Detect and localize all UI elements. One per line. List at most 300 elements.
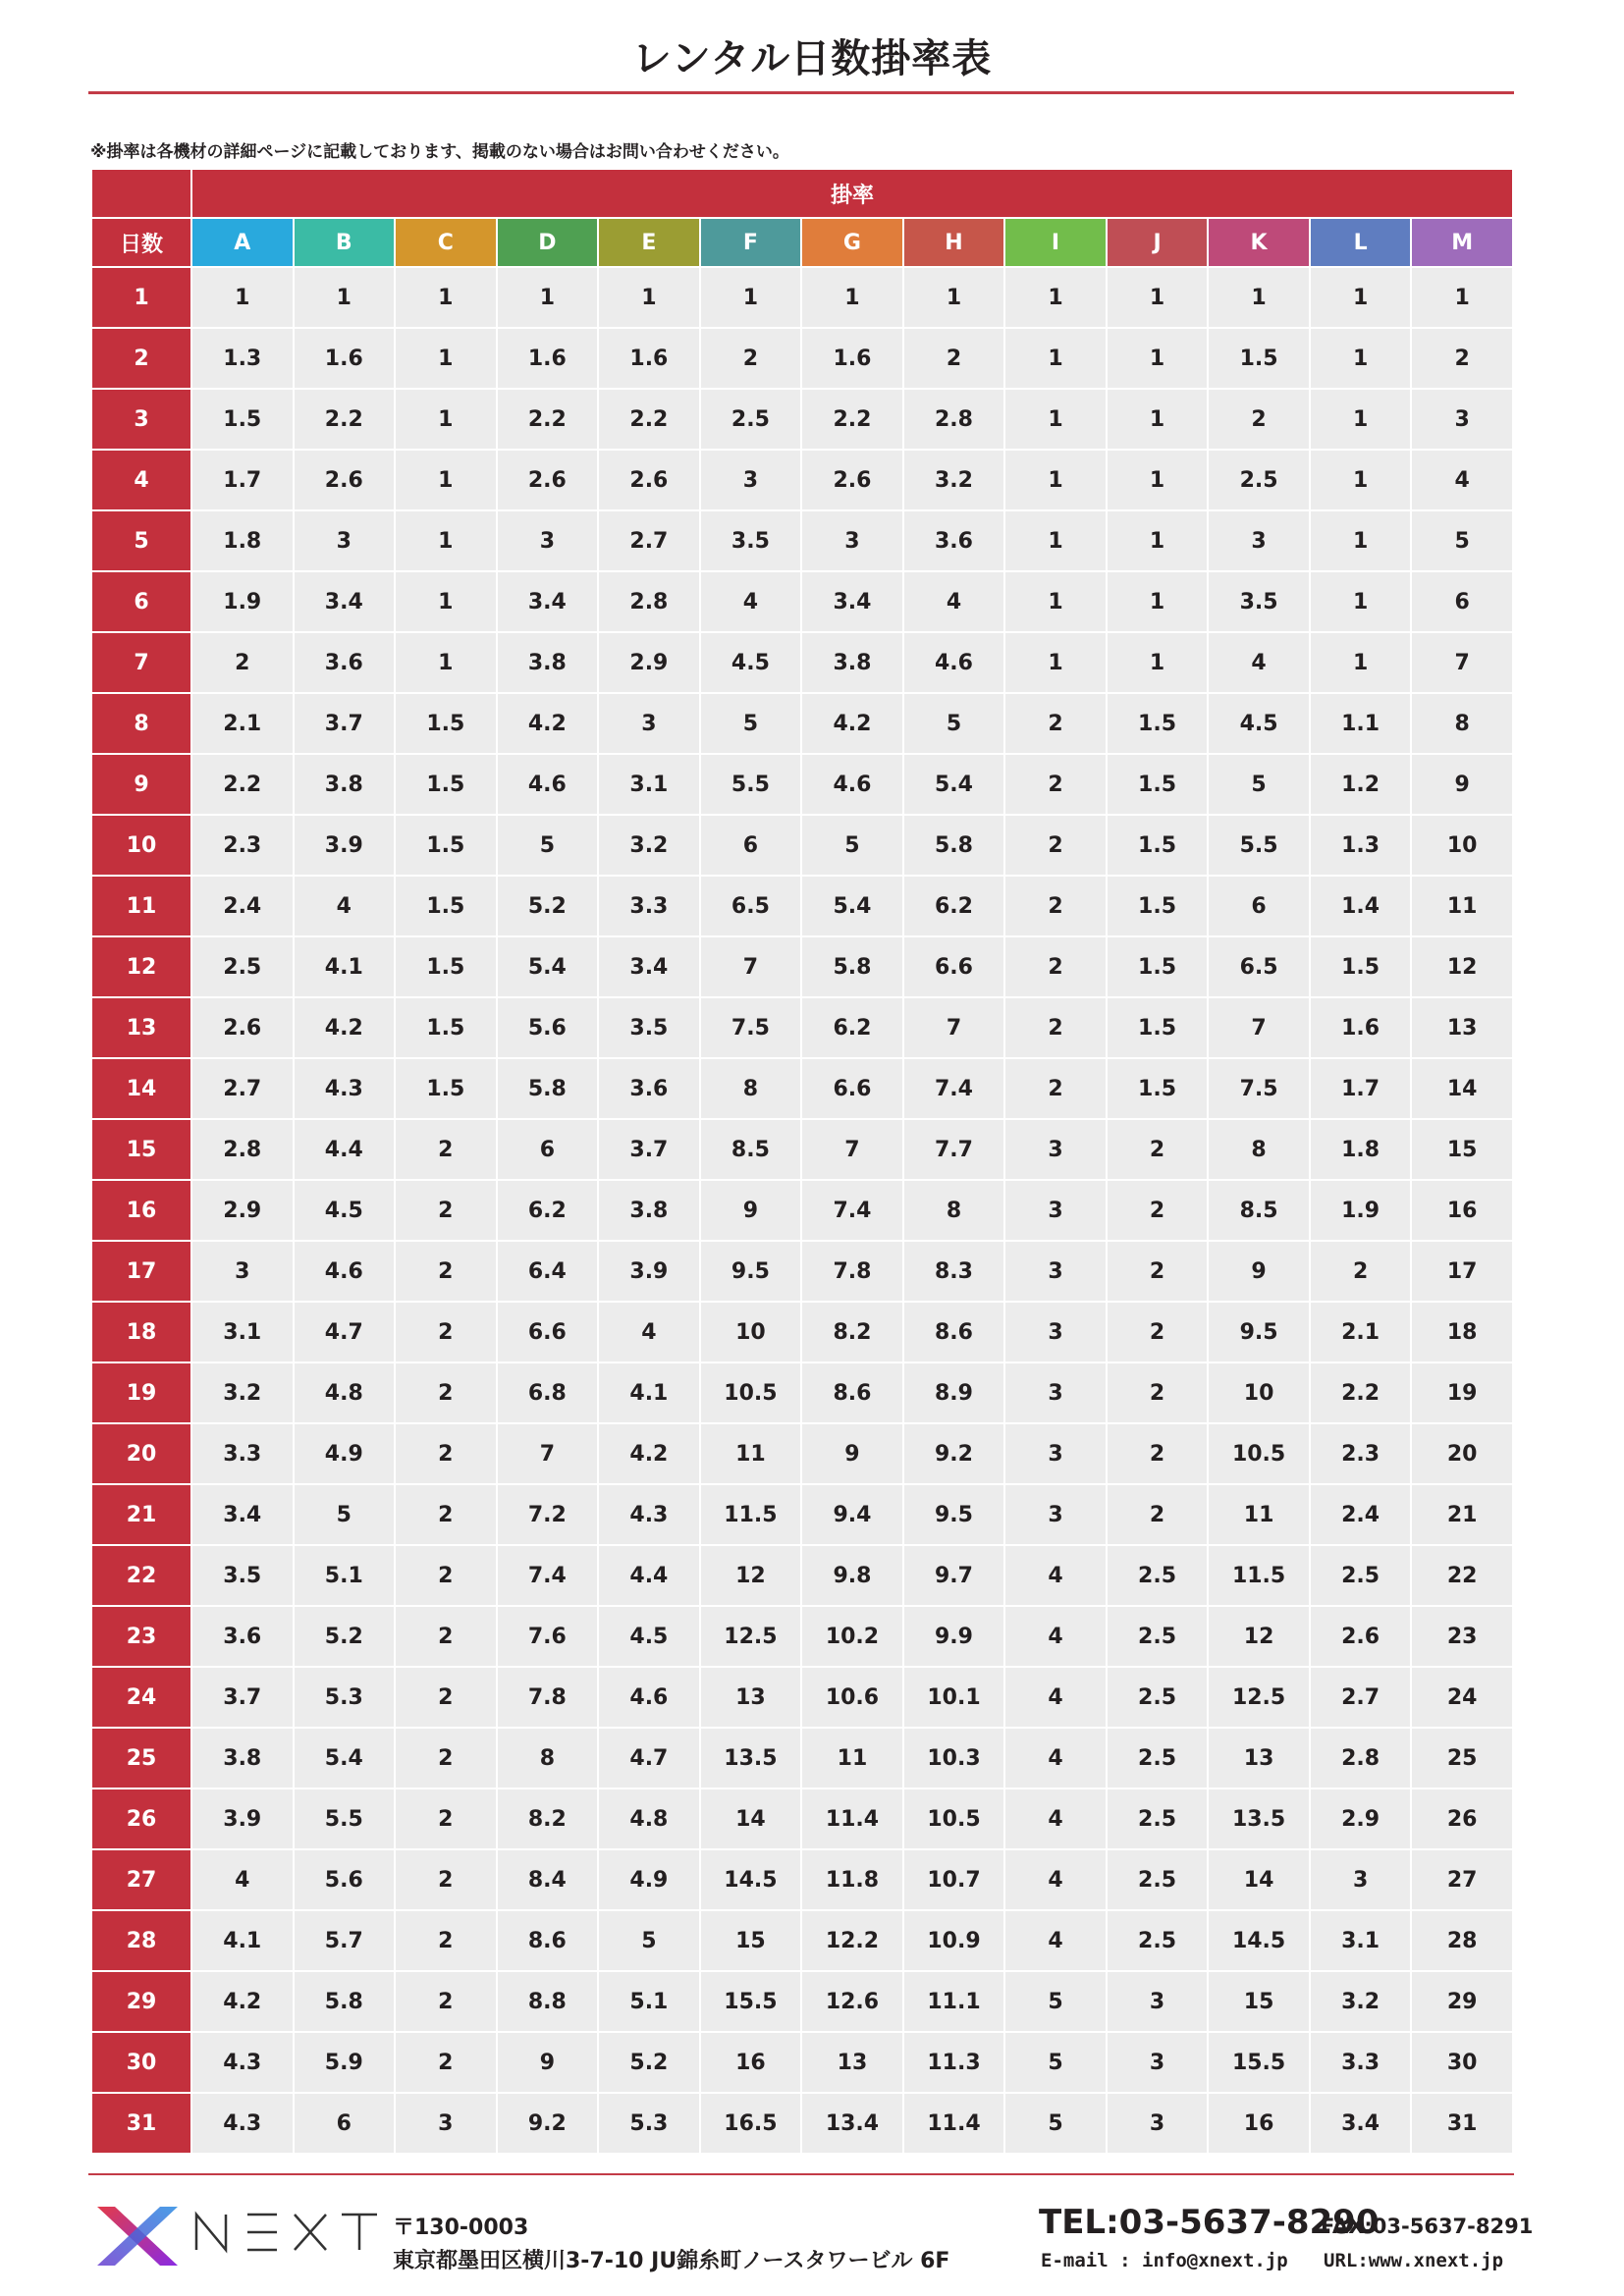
rate-cell: 4 bbox=[1005, 1789, 1106, 1848]
rate-cell: 6 bbox=[498, 1120, 598, 1179]
day-cell: 29 bbox=[92, 1972, 190, 2031]
rate-cell: 3.4 bbox=[599, 937, 699, 996]
rate-cell: 1 bbox=[802, 268, 902, 327]
table-row bbox=[92, 390, 1512, 449]
rate-cell: 6.6 bbox=[802, 1059, 902, 1118]
column-header-a: A bbox=[192, 219, 293, 266]
rate-cell: 5 bbox=[498, 816, 598, 875]
rate-cell: 8.2 bbox=[802, 1303, 902, 1362]
rate-cell: 3.8 bbox=[599, 1181, 699, 1240]
rate-cell: 4.3 bbox=[192, 2033, 293, 2092]
rate-cell: 3 bbox=[1108, 2033, 1208, 2092]
rate-cell: 5.4 bbox=[904, 755, 1004, 814]
rate-cell: 6.4 bbox=[498, 1242, 598, 1301]
rate-cell: 5.5 bbox=[295, 1789, 395, 1848]
rate-cell: 2 bbox=[396, 1850, 496, 1909]
rate-cell: 3.9 bbox=[599, 1242, 699, 1301]
rate-cell: 4.6 bbox=[904, 633, 1004, 692]
page-title: レンタル日数掛率表 bbox=[631, 36, 993, 81]
rate-cell: 1.6 bbox=[802, 329, 902, 388]
rate-cell: 6 bbox=[701, 816, 801, 875]
rate-cell: 13 bbox=[1209, 1729, 1309, 1788]
table-row bbox=[92, 1242, 1512, 1301]
rate-cell: 8.4 bbox=[498, 1850, 598, 1909]
rate-cell: 2.2 bbox=[1311, 1363, 1411, 1422]
rate-cell: 2.8 bbox=[904, 390, 1004, 449]
rate-cell: 2.2 bbox=[599, 390, 699, 449]
rate-cell: 3.5 bbox=[192, 1546, 293, 1605]
rate-cell: 4.6 bbox=[599, 1668, 699, 1727]
table-row bbox=[92, 2094, 1512, 2153]
rate-cell: 1 bbox=[599, 268, 699, 327]
rate-cell: 2.4 bbox=[192, 877, 293, 935]
column-header-k: K bbox=[1209, 219, 1309, 266]
rate-cell: 3.6 bbox=[599, 1059, 699, 1118]
rate-cell: 13 bbox=[1412, 998, 1512, 1057]
rate-cell: 2.9 bbox=[599, 633, 699, 692]
rate-cell: 8.6 bbox=[802, 1363, 902, 1422]
rate-cell: 1 bbox=[1311, 451, 1411, 509]
rate-cell: 1.7 bbox=[1311, 1059, 1411, 1118]
table-row bbox=[92, 998, 1512, 1057]
rate-cell: 5.7 bbox=[295, 1911, 395, 1970]
day-cell: 3 bbox=[92, 390, 190, 449]
table-row bbox=[92, 937, 1512, 996]
rate-cell: 2 bbox=[1311, 1242, 1411, 1301]
rate-cell: 19 bbox=[1412, 1363, 1512, 1422]
rate-cell: 13 bbox=[701, 1668, 801, 1727]
rate-cell: 1.5 bbox=[1108, 755, 1208, 814]
rate-cell: 9.5 bbox=[904, 1485, 1004, 1544]
rate-cell: 1 bbox=[192, 268, 293, 327]
rate-cell: 1.5 bbox=[396, 998, 496, 1057]
column-header-f: F bbox=[701, 219, 801, 266]
rate-cell: 2 bbox=[396, 1181, 496, 1240]
rate-cell: 6.5 bbox=[701, 877, 801, 935]
rate-cell: 3.4 bbox=[802, 572, 902, 631]
rate-cell: 2 bbox=[1108, 1363, 1208, 1422]
rate-group-header: 掛率 bbox=[192, 170, 1512, 217]
table-row bbox=[92, 1729, 1512, 1788]
rate-cell: 2.6 bbox=[192, 998, 293, 1057]
rate-cell: 1.5 bbox=[1108, 877, 1208, 935]
rate-cell: 1.3 bbox=[192, 329, 293, 388]
rate-cell: 2 bbox=[904, 329, 1004, 388]
rate-cell: 6 bbox=[295, 2094, 395, 2153]
rate-cell: 1.5 bbox=[396, 755, 496, 814]
rate-cell: 10.2 bbox=[802, 1607, 902, 1666]
rate-cell: 15 bbox=[1209, 1972, 1309, 2031]
rate-cell: 6.8 bbox=[498, 1363, 598, 1422]
rate-cell: 1 bbox=[1311, 572, 1411, 631]
rate-cell: 17 bbox=[1412, 1242, 1512, 1301]
xnext-logo-icon bbox=[93, 2205, 182, 2268]
rate-cell: 2.5 bbox=[701, 390, 801, 449]
rate-cell: 5 bbox=[1005, 2033, 1106, 2092]
rate-cell: 4 bbox=[1005, 1607, 1106, 1666]
rate-cell: 2.9 bbox=[192, 1181, 293, 1240]
rate-cell: 2.8 bbox=[192, 1120, 293, 1179]
rate-cell: 5.3 bbox=[599, 2094, 699, 2153]
rate-cell: 10 bbox=[1209, 1363, 1309, 1422]
rate-cell: 4.2 bbox=[295, 998, 395, 1057]
rate-cell: 2.5 bbox=[192, 937, 293, 996]
phone-number[interactable]: TEL:03-5637-8290 bbox=[1039, 2203, 1380, 2242]
day-cell: 14 bbox=[92, 1059, 190, 1118]
company-address: 東京都墨田区横川3-7-10 JU錦糸町ノースタワービル 6F bbox=[393, 2249, 950, 2273]
email-address[interactable]: info@xnext.jp bbox=[1142, 2250, 1288, 2271]
table-row bbox=[92, 511, 1512, 570]
rate-cell: 5.3 bbox=[295, 1668, 395, 1727]
rate-cell: 8 bbox=[701, 1059, 801, 1118]
rate-cell: 1 bbox=[1005, 268, 1106, 327]
rate-cell: 7 bbox=[1412, 633, 1512, 692]
column-header-g: G bbox=[802, 219, 902, 266]
rate-cell: 1.5 bbox=[1108, 998, 1208, 1057]
rate-cell: 4.9 bbox=[599, 1850, 699, 1909]
rate-cell: 4.3 bbox=[599, 1485, 699, 1544]
rate-cell: 11 bbox=[1209, 1485, 1309, 1544]
rate-cell: 27 bbox=[1412, 1850, 1512, 1909]
table-row bbox=[92, 1181, 1512, 1240]
rate-cell: 5.8 bbox=[802, 937, 902, 996]
rate-cell: 20 bbox=[1412, 1424, 1512, 1483]
rate-cell: 2.2 bbox=[802, 390, 902, 449]
rate-cell: 1 bbox=[396, 572, 496, 631]
rate-cell: 2.3 bbox=[192, 816, 293, 875]
email-line bbox=[1041, 2250, 1288, 2271]
rate-cell: 1.7 bbox=[192, 451, 293, 509]
rate-cell: 4.5 bbox=[1209, 694, 1309, 753]
rate-cell: 11.3 bbox=[904, 2033, 1004, 2092]
rate-cell: 1.8 bbox=[1311, 1120, 1411, 1179]
rate-cell: 2 bbox=[1005, 1059, 1106, 1118]
rate-cell: 1 bbox=[701, 268, 801, 327]
website-url[interactable]: URL:www.xnext.jp bbox=[1324, 2250, 1504, 2271]
rate-cell: 1 bbox=[1412, 268, 1512, 327]
rate-cell: 14.5 bbox=[701, 1850, 801, 1909]
rate-cell: 4 bbox=[1412, 451, 1512, 509]
rate-cell: 1 bbox=[1108, 572, 1208, 631]
rate-cell: 1.5 bbox=[396, 694, 496, 753]
rate-cell: 9 bbox=[1209, 1242, 1309, 1301]
rate-cell: 3.5 bbox=[1209, 572, 1309, 631]
rate-cell: 7.2 bbox=[498, 1485, 598, 1544]
rate-cell: 22 bbox=[1412, 1546, 1512, 1605]
table-row bbox=[92, 1363, 1512, 1422]
rate-cell: 1 bbox=[1108, 633, 1208, 692]
rate-cell: 5 bbox=[599, 1911, 699, 1970]
rate-cell: 1 bbox=[396, 451, 496, 509]
day-cell: 18 bbox=[92, 1303, 190, 1362]
rate-cell: 2.6 bbox=[295, 451, 395, 509]
column-header-h: H bbox=[904, 219, 1004, 266]
day-cell: 10 bbox=[92, 816, 190, 875]
rate-cell: 1 bbox=[1311, 329, 1411, 388]
rate-cell: 4.9 bbox=[295, 1424, 395, 1483]
rate-cell: 1 bbox=[1108, 511, 1208, 570]
rate-cell: 6.6 bbox=[498, 1303, 598, 1362]
rate-cell: 1 bbox=[1005, 329, 1106, 388]
column-header-i: I bbox=[1005, 219, 1106, 266]
rate-cell: 5.5 bbox=[701, 755, 801, 814]
rate-cell: 1.4 bbox=[1311, 877, 1411, 935]
rate-cell: 12.2 bbox=[802, 1911, 902, 1970]
rate-cell: 9.2 bbox=[498, 2094, 598, 2153]
rate-cell: 3 bbox=[1412, 390, 1512, 449]
rate-cell: 3.7 bbox=[599, 1120, 699, 1179]
rate-cell: 1.6 bbox=[599, 329, 699, 388]
rate-cell: 1.2 bbox=[1311, 755, 1411, 814]
rate-cell: 26 bbox=[1412, 1789, 1512, 1848]
rate-cell: 5.1 bbox=[295, 1546, 395, 1605]
rate-cell: 2.5 bbox=[1108, 1789, 1208, 1848]
rate-cell: 4.8 bbox=[295, 1363, 395, 1422]
rate-cell: 3.6 bbox=[904, 511, 1004, 570]
rate-cell: 2 bbox=[396, 1789, 496, 1848]
rate-cell: 16.5 bbox=[701, 2094, 801, 2153]
rate-cell: 1 bbox=[1005, 633, 1106, 692]
rate-cell: 5.1 bbox=[599, 1972, 699, 2031]
rate-cell: 4.5 bbox=[599, 1607, 699, 1666]
rate-cell: 1.1 bbox=[1311, 694, 1411, 753]
rate-cell: 2.2 bbox=[295, 390, 395, 449]
rate-cell: 2.7 bbox=[599, 511, 699, 570]
rate-cell: 1 bbox=[1108, 451, 1208, 509]
rate-cell: 1 bbox=[1311, 268, 1411, 327]
rate-cell: 11.5 bbox=[701, 1485, 801, 1544]
rate-cell: 8 bbox=[1412, 694, 1512, 753]
rate-cell: 9 bbox=[498, 2033, 598, 2092]
rate-cell: 4 bbox=[1005, 1911, 1106, 1970]
rate-cell: 3.8 bbox=[192, 1729, 293, 1788]
rate-table bbox=[90, 168, 1514, 2155]
table-row bbox=[92, 816, 1512, 875]
rate-cell: 1 bbox=[396, 511, 496, 570]
rate-cell: 15 bbox=[1412, 1120, 1512, 1179]
rate-cell: 1 bbox=[1005, 390, 1106, 449]
rate-cell: 2 bbox=[1209, 390, 1309, 449]
rate-cell: 15.5 bbox=[701, 1972, 801, 2031]
table-row bbox=[92, 1546, 1512, 1605]
rate-cell: 5 bbox=[904, 694, 1004, 753]
table-row bbox=[92, 755, 1512, 814]
fax-number: FAX:03-5637-8291 bbox=[1321, 2215, 1534, 2238]
rate-cell: 2.1 bbox=[192, 694, 293, 753]
rate-cell: 1.8 bbox=[192, 511, 293, 570]
rate-cell: 4.3 bbox=[295, 1059, 395, 1118]
rate-cell: 2.2 bbox=[498, 390, 598, 449]
table-row bbox=[92, 1059, 1512, 1118]
rate-cell: 15.5 bbox=[1209, 2033, 1309, 2092]
rate-cell: 2 bbox=[701, 329, 801, 388]
rate-cell: 5.4 bbox=[498, 937, 598, 996]
table-row bbox=[92, 1911, 1512, 1970]
rate-cell: 2.6 bbox=[802, 451, 902, 509]
rate-cell: 10.7 bbox=[904, 1850, 1004, 1909]
rate-cell: 4.5 bbox=[701, 633, 801, 692]
day-cell: 31 bbox=[92, 2094, 190, 2153]
day-cell: 26 bbox=[92, 1789, 190, 1848]
rate-cell: 10.5 bbox=[701, 1363, 801, 1422]
day-cell: 25 bbox=[92, 1729, 190, 1788]
rate-cell: 3.7 bbox=[192, 1668, 293, 1727]
rate-cell: 1.5 bbox=[1108, 816, 1208, 875]
rate-cell: 5.5 bbox=[1209, 816, 1309, 875]
day-cell: 7 bbox=[92, 633, 190, 692]
day-cell: 8 bbox=[92, 694, 190, 753]
rate-cell: 3 bbox=[498, 511, 598, 570]
rate-cell: 3.1 bbox=[1311, 1911, 1411, 1970]
rate-cell: 8.6 bbox=[904, 1303, 1004, 1362]
title-divider bbox=[88, 91, 1514, 94]
rate-cell: 4.1 bbox=[295, 937, 395, 996]
rate-cell: 6.6 bbox=[904, 937, 1004, 996]
rate-cell: 3.6 bbox=[295, 633, 395, 692]
rate-cell: 7.7 bbox=[904, 1120, 1004, 1179]
rate-cell: 3 bbox=[802, 511, 902, 570]
rate-cell: 8.8 bbox=[498, 1972, 598, 2031]
column-header-j: J bbox=[1108, 219, 1208, 266]
table-row bbox=[92, 572, 1512, 631]
rate-cell: 8.5 bbox=[1209, 1181, 1309, 1240]
rate-cell: 11.4 bbox=[802, 1789, 902, 1848]
rate-cell: 12 bbox=[1209, 1607, 1309, 1666]
day-cell: 5 bbox=[92, 511, 190, 570]
rate-cell: 1.6 bbox=[498, 329, 598, 388]
table-row bbox=[92, 1424, 1512, 1483]
rate-note: ※掛率は各機材の詳細ページに記載しております、掲載のない場合はお問い合わせください。 bbox=[90, 142, 789, 162]
rate-cell: 4.1 bbox=[599, 1363, 699, 1422]
rate-cell: 4.5 bbox=[295, 1181, 395, 1240]
postal-code: 〒130-0003 bbox=[393, 2216, 529, 2240]
rate-cell: 10.5 bbox=[904, 1789, 1004, 1848]
rate-cell: 2 bbox=[396, 1303, 496, 1362]
rate-cell: 11 bbox=[701, 1424, 801, 1483]
next-wordmark-icon bbox=[192, 2211, 379, 2254]
rate-cell: 2 bbox=[1005, 816, 1106, 875]
rate-cell: 4.2 bbox=[192, 1972, 293, 2031]
rate-cell: 13.5 bbox=[1209, 1789, 1309, 1848]
rate-cell: 2 bbox=[1005, 877, 1106, 935]
rate-cell: 10.3 bbox=[904, 1729, 1004, 1788]
rate-cell: 2.5 bbox=[1108, 1729, 1208, 1788]
rate-cell: 6 bbox=[1412, 572, 1512, 631]
day-cell: 6 bbox=[92, 572, 190, 631]
rate-cell: 8 bbox=[904, 1181, 1004, 1240]
rate-cell: 3.7 bbox=[295, 694, 395, 753]
rate-cell: 1.5 bbox=[1209, 329, 1309, 388]
rate-cell: 1.6 bbox=[295, 329, 395, 388]
table-row bbox=[92, 1607, 1512, 1666]
rate-cell: 2 bbox=[1412, 329, 1512, 388]
day-cell: 1 bbox=[92, 268, 190, 327]
rate-cell: 2 bbox=[1005, 937, 1106, 996]
rate-cell: 13.5 bbox=[701, 1729, 801, 1788]
rate-cell: 4 bbox=[192, 1850, 293, 1909]
rate-cell: 3 bbox=[1005, 1485, 1106, 1544]
rate-cell: 11 bbox=[802, 1729, 902, 1788]
rate-cell: 2.7 bbox=[192, 1059, 293, 1118]
table-row bbox=[92, 1303, 1512, 1362]
rate-cell: 2.5 bbox=[1311, 1546, 1411, 1605]
rate-cell: 2.3 bbox=[1311, 1424, 1411, 1483]
rate-cell: 3 bbox=[1209, 511, 1309, 570]
rate-cell: 7 bbox=[904, 998, 1004, 1057]
rate-cell: 4.4 bbox=[599, 1546, 699, 1605]
rate-cell: 1 bbox=[1311, 390, 1411, 449]
rate-cell: 7.5 bbox=[701, 998, 801, 1057]
rate-cell: 1.5 bbox=[192, 390, 293, 449]
rate-cell: 4 bbox=[904, 572, 1004, 631]
rate-cell: 2.8 bbox=[1311, 1729, 1411, 1788]
rate-cell: 1 bbox=[396, 633, 496, 692]
rate-cell: 4.6 bbox=[498, 755, 598, 814]
rate-cell: 3.4 bbox=[1311, 2094, 1411, 2153]
rate-cell: 2 bbox=[1108, 1303, 1208, 1362]
rate-cell: 3.3 bbox=[599, 877, 699, 935]
rate-cell: 5 bbox=[701, 694, 801, 753]
rate-cell: 2.9 bbox=[1311, 1789, 1411, 1848]
rate-cell: 10.5 bbox=[1209, 1424, 1309, 1483]
logo-wordmark bbox=[192, 2211, 379, 2265]
rate-cell: 1 bbox=[1108, 268, 1208, 327]
rate-cell: 1 bbox=[1108, 390, 1208, 449]
rate-cell: 1 bbox=[1005, 572, 1106, 631]
rate-cell: 2.7 bbox=[1311, 1668, 1411, 1727]
rate-cell: 5.4 bbox=[295, 1729, 395, 1788]
rate-cell: 3.4 bbox=[295, 572, 395, 631]
rate-cell: 1.3 bbox=[1311, 816, 1411, 875]
email-label: E-mail bbox=[1041, 2250, 1109, 2271]
rate-cell: 10 bbox=[1412, 816, 1512, 875]
rate-cell: 4.4 bbox=[295, 1120, 395, 1179]
rate-cell: 5 bbox=[1209, 755, 1309, 814]
rate-cell: 4.1 bbox=[192, 1911, 293, 1970]
rate-cell: 3.1 bbox=[599, 755, 699, 814]
rate-cell: 10.1 bbox=[904, 1668, 1004, 1727]
rate-cell: 10 bbox=[701, 1303, 801, 1362]
rate-cell: 1 bbox=[1209, 268, 1309, 327]
day-cell: 27 bbox=[92, 1850, 190, 1909]
rate-cell: 4 bbox=[1005, 1729, 1106, 1788]
rate-cell: 11.4 bbox=[904, 2094, 1004, 2153]
rate-cell: 4.8 bbox=[599, 1789, 699, 1848]
rate-cell: 29 bbox=[1412, 1972, 1512, 2031]
rate-cell: 4.7 bbox=[599, 1729, 699, 1788]
rate-cell: 3 bbox=[192, 1242, 293, 1301]
rate-cell: 3 bbox=[1108, 1972, 1208, 2031]
rate-cell: 1 bbox=[1108, 329, 1208, 388]
rate-cell: 6.5 bbox=[1209, 937, 1309, 996]
table-row bbox=[92, 1120, 1512, 1179]
rate-cell: 2 bbox=[1005, 998, 1106, 1057]
rate-cell: 1 bbox=[904, 268, 1004, 327]
rate-cell: 4.7 bbox=[295, 1303, 395, 1362]
rate-cell: 11 bbox=[1412, 877, 1512, 935]
rate-cell: 3.4 bbox=[192, 1485, 293, 1544]
rate-cell: 9 bbox=[802, 1424, 902, 1483]
rate-cell: 9.4 bbox=[802, 1485, 902, 1544]
rate-cell: 8 bbox=[1209, 1120, 1309, 1179]
rate-cell: 7.8 bbox=[802, 1242, 902, 1301]
rate-cell: 3.2 bbox=[904, 451, 1004, 509]
table-row bbox=[92, 1850, 1512, 1909]
rate-cell: 6 bbox=[1209, 877, 1309, 935]
rate-cell: 4.2 bbox=[599, 1424, 699, 1483]
rate-cell: 2.5 bbox=[1209, 451, 1309, 509]
rate-cell: 4.6 bbox=[802, 755, 902, 814]
